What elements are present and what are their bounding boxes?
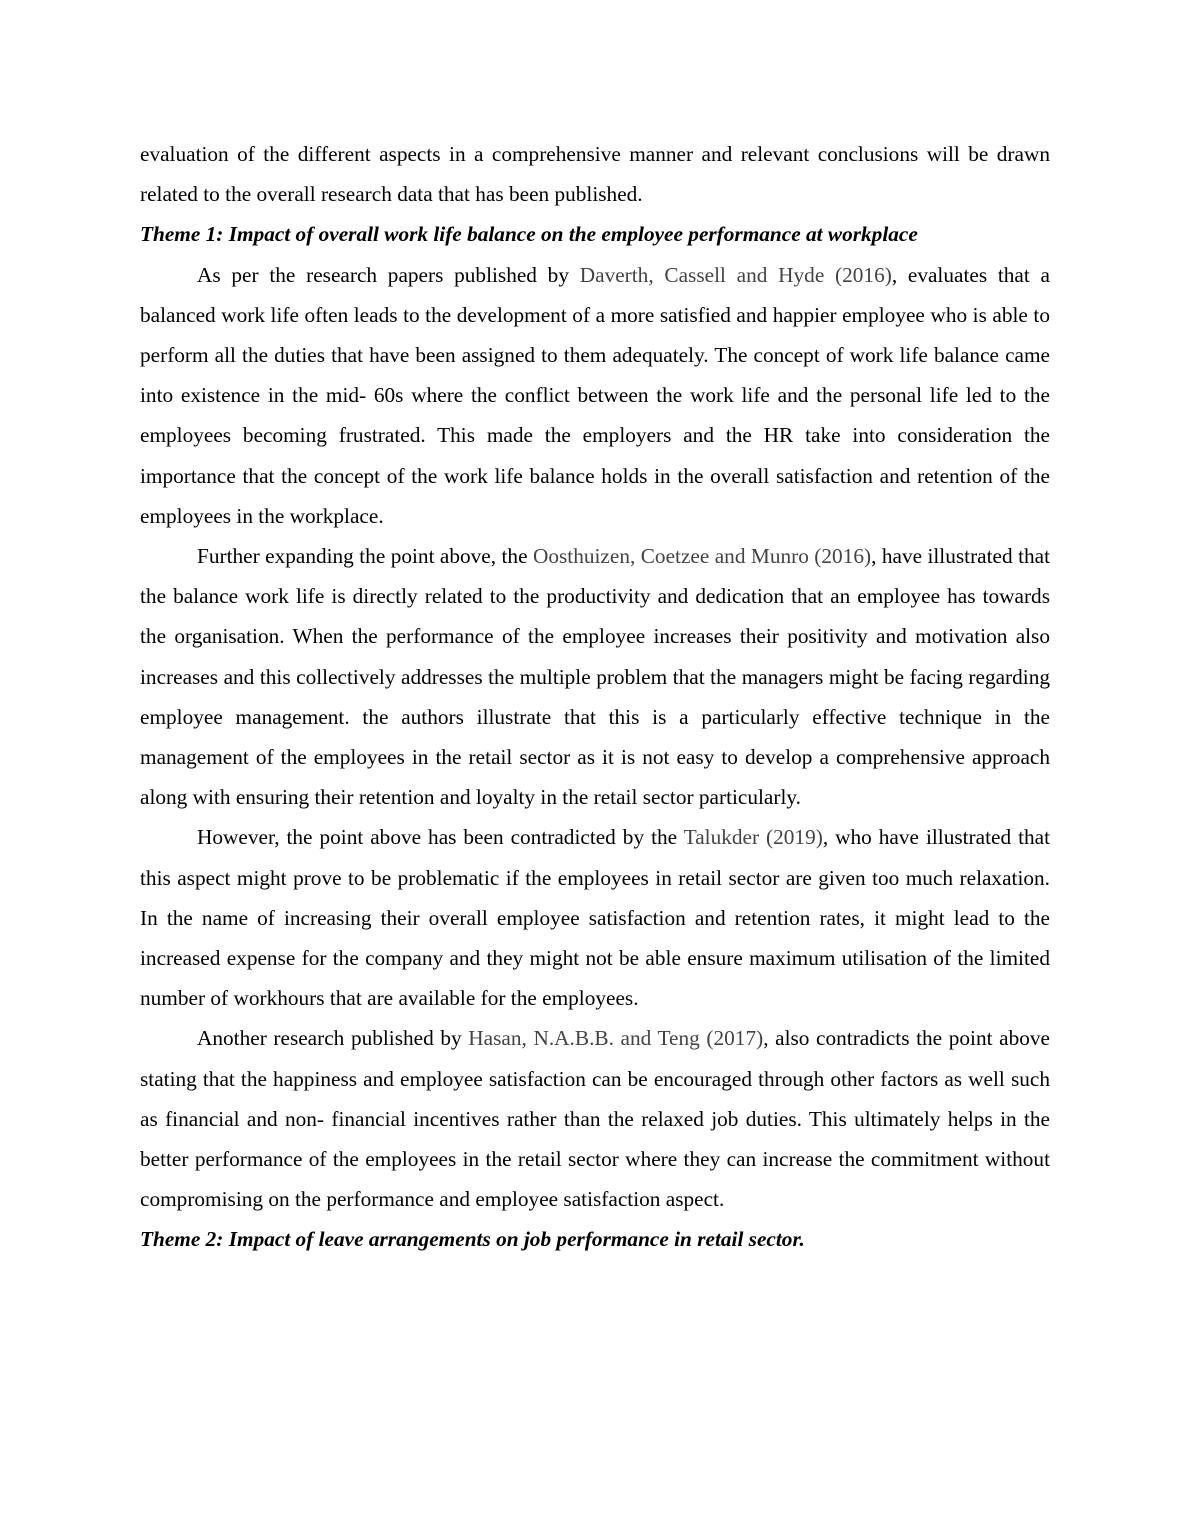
citation-link[interactable]: Oosthuizen, Coetzee and Munro (2016) bbox=[532, 544, 872, 569]
citation-link[interactable]: Daverth, Cassell and Hyde (2016) bbox=[579, 262, 892, 287]
paragraph-oosthuizen bbox=[140, 536, 1050, 817]
paragraph-text: However, the point above has been contradicted by the bbox=[197, 825, 684, 850]
paragraph-text: As per the research papers published by bbox=[197, 262, 580, 287]
theme-2-heading: Theme 2: Impact of leave arrangements on job performance in retail sector. bbox=[140, 1227, 805, 1252]
paragraph-hasan bbox=[140, 1018, 1050, 1219]
paragraph-text: , evaluates that a balanced work life often leads to the development of a more satisfied and happier employee who is able to perform all the duties that have been assigned to them adequately. The concept of work life balance came into existence in the mid- 60s where the conflict between the work life and the personal life led to the employees becoming frustrated. This made the employers and the HR take into consideration the importance that the concept of the work life balance holds in the overall satisfaction and retention of the employees in the workplace. bbox=[140, 262, 1050, 528]
paragraph-talukder bbox=[140, 817, 1050, 1018]
citation-link[interactable]: Talukder (2019) bbox=[683, 825, 823, 850]
paragraph-text: , who have illustrated that this aspect might prove to be problematic if the employees in retail sector are given too much relaxation. In the name of increasing their overall employee satisfaction and retention rates, it might lead to the increased expense for the company and they might not be able ensure maximum utilisation of the limited number of workhours that are available for the employees. bbox=[140, 825, 1051, 1011]
paragraph-text: , also contradicts the point above stating that the happiness and employee satisfaction can be encouraged through other factors as well such as financial and non- financial incentives rather than the relaxed job duties. This ultimately helps in the better performance of the employees in the retail sector where they can increase the commitment without compromising on the performance and employee satisfaction aspect. bbox=[140, 1026, 1050, 1212]
theme-1-heading: Theme 1: Impact of overall work life balance on the employee performance at workplace bbox=[140, 222, 918, 247]
intro-paragraph bbox=[140, 134, 1050, 214]
paragraph-text: , have illustrated that the balance work life is directly related to the productivity and dedication that an employee has towards the organisation. When the performance of the employee increases their positivity and motivation also increases and this collectively addresses the multiple problem that the managers might be facing regarding employee management. the authors illustrate that this is a particularly effective technique in the management of the employees in the retail sector as it is not easy to develop a comprehensive approach along with ensuring their retention and loyalty in the retail sector particularly. bbox=[140, 544, 1051, 810]
paragraph-daverth bbox=[140, 255, 1050, 536]
document-page bbox=[140, 134, 1050, 1260]
intro-text: evaluation of the different aspects in a comprehensive manner and relevant conclusions will be drawn related to the overall research data that has been published. bbox=[140, 142, 1050, 207]
paragraph-text: Further expanding the point above, the bbox=[197, 544, 533, 569]
paragraph-text: Another research published by bbox=[197, 1026, 469, 1051]
citation-link[interactable]: Hasan, N.A.B.B. and Teng (2017) bbox=[468, 1026, 764, 1051]
